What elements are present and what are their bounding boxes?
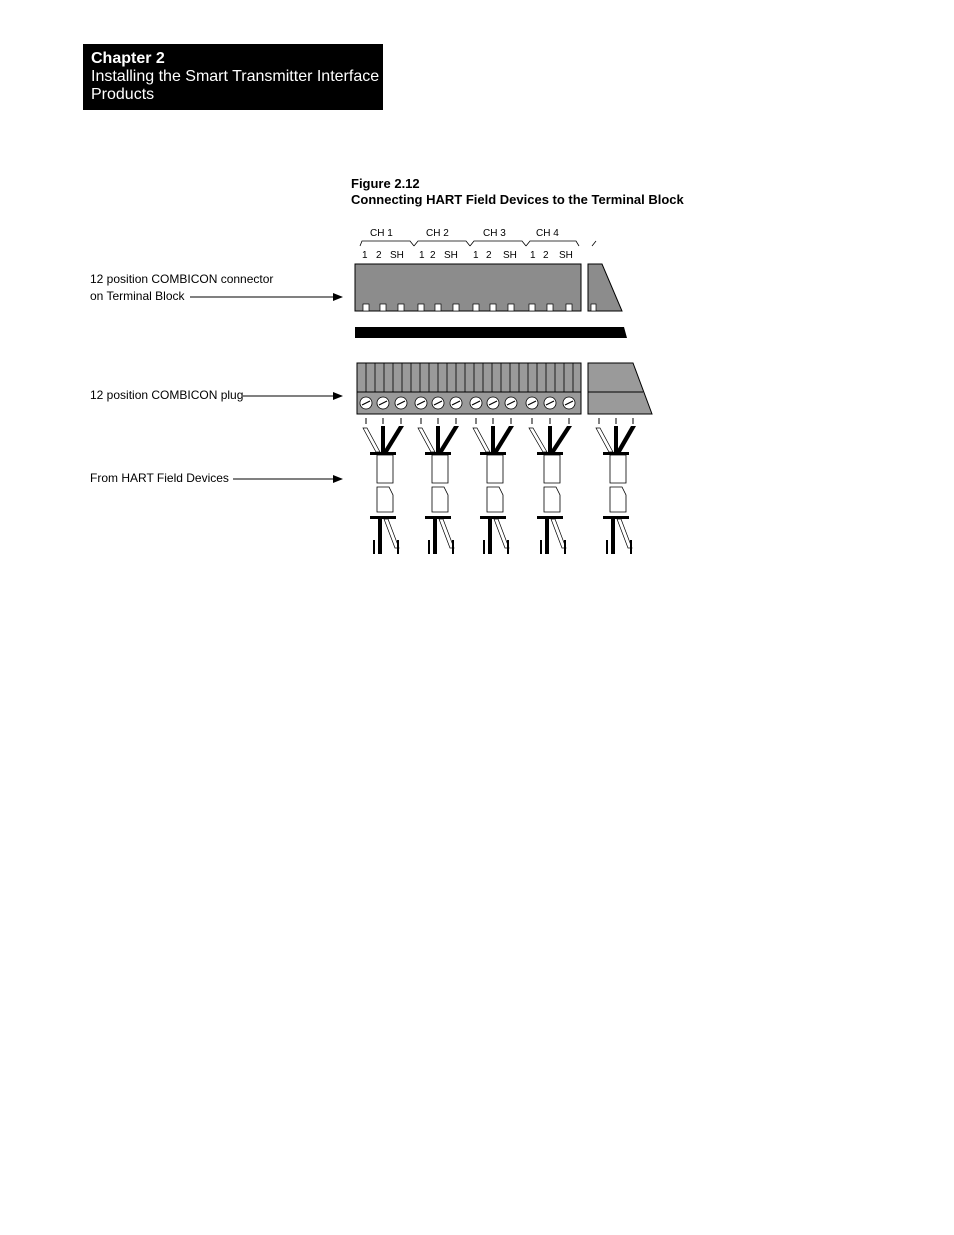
black-wire [381, 426, 385, 453]
cable-jacket-bar [537, 516, 563, 519]
callout-connector-line1: 12 position COMBICON connector [90, 272, 274, 286]
shield-wire [383, 426, 404, 452]
white-wire [363, 428, 380, 452]
black-wire [548, 426, 552, 453]
cable-break-bottom [544, 487, 560, 512]
cable-jacket-bar [603, 516, 629, 519]
terminal-label: 2 [543, 250, 549, 261]
connector-slot [398, 304, 404, 311]
wire-end [564, 540, 566, 554]
wire-end [630, 540, 632, 554]
terminal-label: 1 [362, 250, 368, 261]
black-wire [488, 519, 492, 554]
black-wire [378, 519, 382, 554]
channel-labels [370, 228, 559, 239]
cable-jacket-bar [480, 516, 506, 519]
white-wire [494, 519, 509, 548]
cable-break-top [377, 455, 393, 483]
terminal-label: SH [559, 250, 573, 261]
terminal-labels [362, 250, 573, 261]
channel-label: CH 4 [536, 228, 559, 239]
wire-end [540, 540, 542, 554]
channel-brackets [360, 241, 596, 246]
shield-wire [616, 426, 636, 452]
terminal-label: SH [390, 250, 404, 261]
white-wire [384, 519, 399, 548]
black-wire [491, 426, 495, 453]
terminal-label: 2 [486, 250, 492, 261]
terminal-label: 2 [376, 250, 382, 261]
connector-slot [529, 304, 535, 311]
black-wire [545, 519, 549, 554]
white-wire [473, 428, 490, 452]
figure-title: Connecting HART Field Devices to the Terminal Block [351, 192, 684, 207]
separator-bar [355, 327, 627, 338]
wire-end [483, 540, 485, 554]
white-wire [418, 428, 435, 452]
connector-slot [380, 304, 386, 311]
black-wire [611, 519, 615, 554]
connector-slot [435, 304, 441, 311]
connector-slot [490, 304, 496, 311]
wire-end [397, 540, 399, 554]
combicon-connector [355, 264, 622, 311]
connector-slot [453, 304, 459, 311]
cable-break-top [432, 455, 448, 483]
wire-end [428, 540, 430, 554]
combicon-plug [357, 363, 652, 414]
cable-break-bottom [610, 487, 626, 512]
figure-number: Figure 2.12 [351, 176, 420, 191]
terminal-label: 2 [430, 250, 436, 261]
terminal-label: SH [444, 250, 458, 261]
cable-break-top [610, 455, 626, 483]
connector-slot [547, 304, 553, 311]
black-wire [614, 426, 618, 453]
wire-end [507, 540, 509, 554]
shield-wire [550, 426, 572, 452]
cable-jacket-bar [603, 452, 629, 455]
callout-connector-line2: on Terminal Block [90, 289, 185, 303]
wire-end [452, 540, 454, 554]
chapter-title-line2: Products [91, 86, 155, 103]
terminal-label: 1 [473, 250, 479, 261]
callout-plug-text: 12 position COMBICON plug [90, 388, 244, 402]
cable-jacket-bar [537, 452, 563, 455]
connector-slot [418, 304, 424, 311]
cable-jacket-bar [370, 452, 396, 455]
connector-slot [473, 304, 479, 311]
shield-wire [438, 426, 459, 452]
plug-partial-block [588, 363, 652, 414]
terminal-label: 1 [530, 250, 536, 261]
white-wire [617, 519, 632, 548]
cable-break-bottom [487, 487, 503, 512]
terminal-label: SH [503, 250, 517, 261]
channel-label: CH 2 [426, 228, 449, 239]
cable-jacket-bar [480, 452, 506, 455]
channel-label: CH 1 [370, 228, 393, 239]
black-wire [436, 426, 440, 453]
wire-end [606, 540, 608, 554]
connector-slot [363, 304, 369, 311]
white-wire [529, 428, 547, 452]
callout-field-devices-text: From HART Field Devices [90, 471, 229, 485]
channel-label: CH 3 [483, 228, 506, 239]
connector-slot [508, 304, 514, 311]
white-wire [596, 428, 613, 452]
connector-slot [566, 304, 572, 311]
white-wire [551, 519, 566, 548]
cable-break-bottom [432, 487, 448, 512]
shield-wire [493, 426, 514, 452]
wire-end [373, 540, 375, 554]
cable-break-top [544, 455, 560, 483]
white-wire [439, 519, 454, 548]
chapter-title-line1: Installing the Smart Transmitter Interface [91, 68, 380, 85]
cable-jacket-bar [425, 452, 451, 455]
black-wire [433, 519, 437, 554]
terminal-label: 1 [419, 250, 425, 261]
field-device-wiring [363, 418, 636, 554]
cable-break-bottom [377, 487, 393, 512]
cable-jacket-bar [370, 516, 396, 519]
cable-break-top [487, 455, 503, 483]
cable-jacket-bar [425, 516, 451, 519]
chapter-label: Chapter 2 [91, 50, 165, 67]
